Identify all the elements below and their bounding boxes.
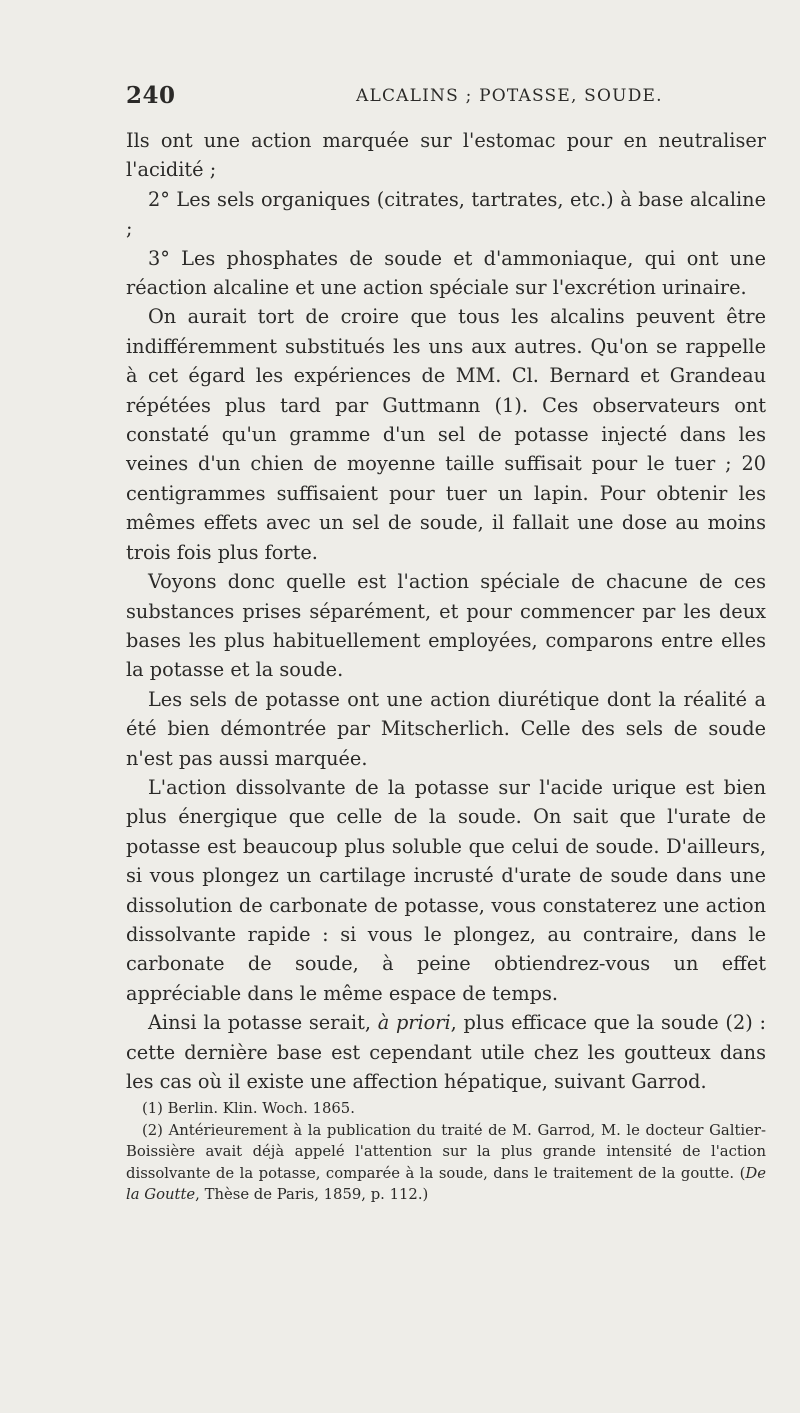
footnotes [126,1098,766,1206]
paragraph-8-start: Ainsi la potasse serait, [148,1011,378,1035]
footnote-2-start: (2) Antérieurement à la publication du traité de M. Garrod, M. le docteur Galtier-Boissière avait déjà appelé l'attention sur la plus grande intensité de l'action dissolvante de la potasse, comparée à la soude, dans le traitement de la goutte. ( [126,1121,766,1182]
body-text [126,126,766,1096]
paragraph-6: Les sels de potasse ont une action diurétique dont la réalité a été bien démontrée par Mitscherlich. Celle des sels de soude n'est pas aussi marquée. [126,687,766,770]
paragraph-8-end: , plus efficace que la soude (2) : cette dernière base est cependant utile chez les goutteux dans les cas où il existe une affection hépatique, suivant Garrod. [126,1011,766,1093]
page-header [126,82,766,122]
paragraph-8 [126,1008,766,1096]
paragraph-3: 3° Les phosphates de soude et d'ammoniaque, qui ont une réaction alcaline et une action spéciale sur l'excrétion urinaire. [126,246,766,300]
paragraph-2: 2° Les sels organiques (citrates, tartrates, etc.) à base alcaline ; [126,187,766,241]
paragraph-8-italic: à priori [377,1011,451,1035]
footnote-2-italic: De la Goutte [126,1164,766,1203]
page-number: 240 [126,82,176,109]
footnote-2-end: , Thèse de Paris, 1859, p. 112.) [195,1186,429,1203]
paragraph-7: L'action dissolvante de la potasse sur l'acide urique est bien plus énergique que celle de la soude. On sait que l'urate de potasse est beaucoup plus soluble que celui de soude. D'ailleurs, si vous plongez un cartilage incrusté d'urate de soude dans une dissolution de carbonate de potasse, vous constaterez une action dissolvante rapide : si vous le plongez, au contraire, dans le carbonate de soude, à peine obtiendrez-vous un effet appréciable dans le même espace de temps. [126,775,766,1005]
paragraph-5: Voyons donc quelle est l'action spéciale de chacune de ces substances prises séparément, et pour commencer par les deux bases les plus habituellement employées, comparons entre elles la potasse et la soude. [126,570,766,682]
footnote-2 [126,1120,766,1206]
paragraph-4: On aurait tort de croire que tous les alcalins peuvent être indifféremment substitués les uns aux autres. Qu'on se rappelle à cet égard les expériences de MM. Cl. Bernard et Grandeau répétées plus tard par Guttmann (1). Ces observateurs ont constaté qu'un gramme d'un sel de potasse injecté dans les veines d'un chien de moyenne taille suffisait pour le tuer ; 20 centigrammes suffisaient pour tuer un lapin. Pour obtenir les mêmes effets avec un sel de soude, il fallait une dose au moins trois fois plus forte. [126,305,766,564]
footnote-1: (1) Berlin. Klin. Woch. 1865. [142,1100,355,1117]
paragraph-1: Ils ont une action marquée sur l'estomac pour en neutraliser l'acidité ; [126,129,766,182]
running-head: ALCALINS ; POTASSE, SOUDE. [356,86,663,106]
